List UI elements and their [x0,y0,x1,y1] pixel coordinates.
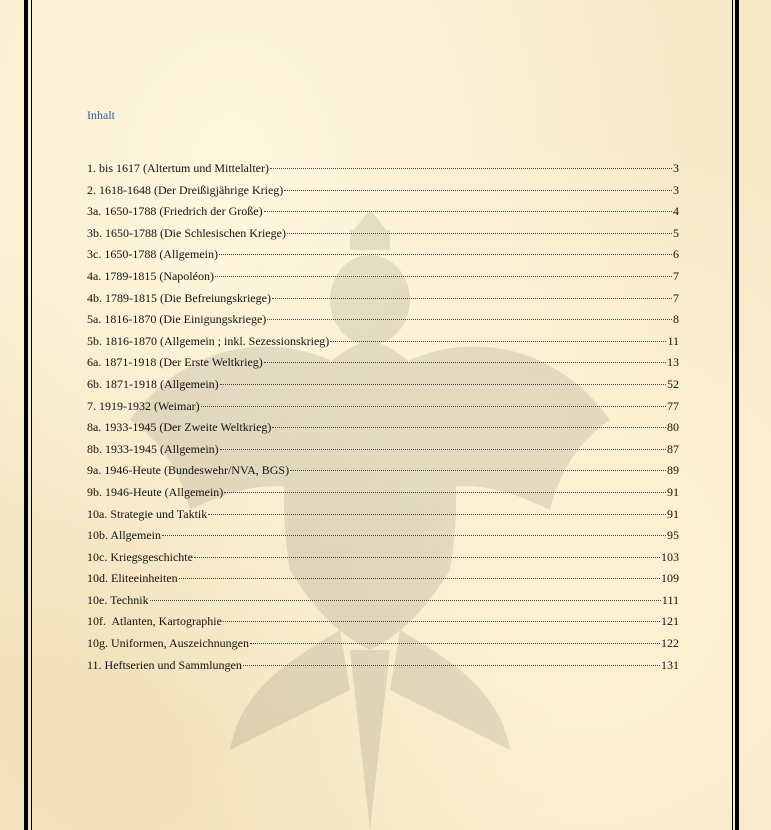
toc-entry-label: 10g. Uniformen, Auszeichnungen [87,636,249,651]
toc-page-number: 121 [661,614,679,629]
toc-dot-leader [270,168,672,169]
toc-entry[interactable] [87,655,679,677]
toc-page-number: 91 [667,484,679,499]
toc-entry-label: 4b. 1789-1815 (Die Befreiungskriege) [87,290,271,305]
toc-entry[interactable] [87,331,679,353]
table-of-contents [87,105,679,676]
toc-entry-label: 11. Heftserien und Sammlungen [87,657,242,672]
toc-entry-label: 9b. 1946-Heute (Allgemein) [87,484,224,499]
toc-entry[interactable] [87,482,679,504]
toc-entry[interactable] [87,244,679,266]
toc-entry-label: 6a. 1871-1918 (Der Erste Weltkrieg) [87,355,263,370]
toc-entry-label: 8b. 1933-1945 (Allgemein) [87,441,219,456]
toc-dot-leader [284,190,672,191]
toc-entry[interactable] [87,352,679,374]
toc-page-number: 3 [673,161,679,175]
right-border-outer [735,0,739,830]
toc-entry-label: 10d. Eliteeinheiten [87,571,178,586]
toc-page-number: 109 [661,571,679,586]
toc-dot-leader [150,600,661,601]
toc-dot-leader [219,254,672,255]
toc-entry-label: 1. bis 1617 (Altertum und Mittelalter) [87,161,269,175]
toc-entry[interactable] [87,504,679,526]
toc-page-number: 122 [661,636,679,651]
toc-entry-label: 6b. 1871-1918 (Allgemein) [87,376,219,391]
toc-dot-leader [272,298,672,299]
toc-page-number: 80 [667,420,679,435]
toc-page-number: 77 [667,398,679,413]
toc-entry[interactable] [87,633,679,655]
toc-entry-label: 7. 1919-1932 (Weimar) [87,398,200,413]
toc-entry[interactable] [87,201,679,223]
toc-list [87,158,679,676]
toc-entry[interactable] [87,223,679,245]
toc-entry[interactable] [87,417,679,439]
toc-entry-label: 4a. 1789-1815 (Napoléon) [87,268,214,283]
toc-dot-leader [223,621,660,622]
toc-page-number: 87 [667,441,679,456]
toc-dot-leader [330,341,666,342]
toc-dot-leader [208,514,666,515]
toc-dot-leader [220,384,666,385]
toc-entry[interactable] [87,374,679,396]
toc-entry[interactable] [87,309,679,331]
toc-entry-label: 9a. 1946-Heute (Bundeswehr/NVA, BGS) [87,463,290,478]
toc-dot-leader [201,406,666,407]
toc-dot-leader [224,492,666,493]
toc-entry[interactable] [87,180,679,202]
toc-entry[interactable] [87,611,679,633]
toc-page-number: 95 [667,528,679,543]
toc-entry-label: 10e. Technik [87,592,149,607]
toc-dot-leader [272,427,666,428]
toc-entry-label: 10f. Atlanten, Kartographie [87,614,222,629]
toc-entry[interactable] [87,460,679,482]
toc-entry[interactable] [87,158,679,180]
toc-entry[interactable] [87,525,679,547]
toc-entry-label: 10c. Kriegsgeschichte [87,549,193,564]
toc-dot-leader [267,319,672,320]
toc-entry[interactable] [87,288,679,310]
toc-page-number: 103 [661,549,679,564]
toc-entry-label: 10a. Strategie und Taktik [87,506,208,521]
toc-entry[interactable] [87,547,679,569]
toc-heading: Inhalt [87,108,115,122]
toc-page-number: 5 [673,225,679,240]
toc-dot-leader [215,276,672,277]
toc-dot-leader [220,449,666,450]
toc-page-number: 91 [667,506,679,521]
toc-entry-label: 5a. 1816-1870 (Die Einigungskriege) [87,312,267,327]
toc-page-number: 7 [673,268,679,283]
toc-page-number: 111 [661,592,679,607]
toc-page-number: 89 [667,463,679,478]
toc-page-number: 52 [667,376,679,391]
left-border-outer [24,0,28,830]
toc-dot-leader [264,362,666,363]
toc-page-number: 131 [661,657,679,672]
toc-entry-label: 8a. 1933-1945 (Der Zweite Weltkrieg) [87,420,272,435]
toc-entry[interactable] [87,568,679,590]
toc-entry[interactable] [87,396,679,418]
toc-dot-leader [162,535,666,536]
toc-dot-leader [250,643,660,644]
toc-entry-label: 3c. 1650-1788 (Allgemein) [87,247,218,262]
toc-dot-leader [179,578,660,579]
toc-dot-leader [264,211,672,212]
toc-entry-label: 2. 1618-1648 (Der Dreißigjährige Krieg) [87,182,284,197]
toc-dot-leader [243,665,660,666]
toc-entry-label: 3a. 1650-1788 (Friedrich der Große) [87,204,263,219]
toc-page-number: 4 [673,204,679,219]
toc-entry-label: 10b. Allgemein [87,528,161,543]
right-border-inner [732,0,733,830]
toc-page-number: 6 [673,247,679,262]
toc-entry[interactable] [87,439,679,461]
toc-page-number: 8 [673,312,679,327]
toc-page-number: 3 [673,182,679,197]
toc-dot-leader [290,470,666,471]
toc-entry[interactable] [87,266,679,288]
left-border-inner [31,0,32,830]
toc-entry-label: 5b. 1816-1870 (Allgemein ; inkl. Sezessionskrieg) [87,333,330,348]
toc-entry-label: 3b. 1650-1788 (Die Schlesischen Kriege) [87,225,286,240]
toc-page-number: 11 [667,333,679,348]
toc-page-number: 7 [673,290,679,305]
toc-dot-leader [194,557,660,558]
toc-entry[interactable] [87,590,679,612]
toc-page-number: 13 [667,355,679,370]
toc-dot-leader [287,233,672,234]
